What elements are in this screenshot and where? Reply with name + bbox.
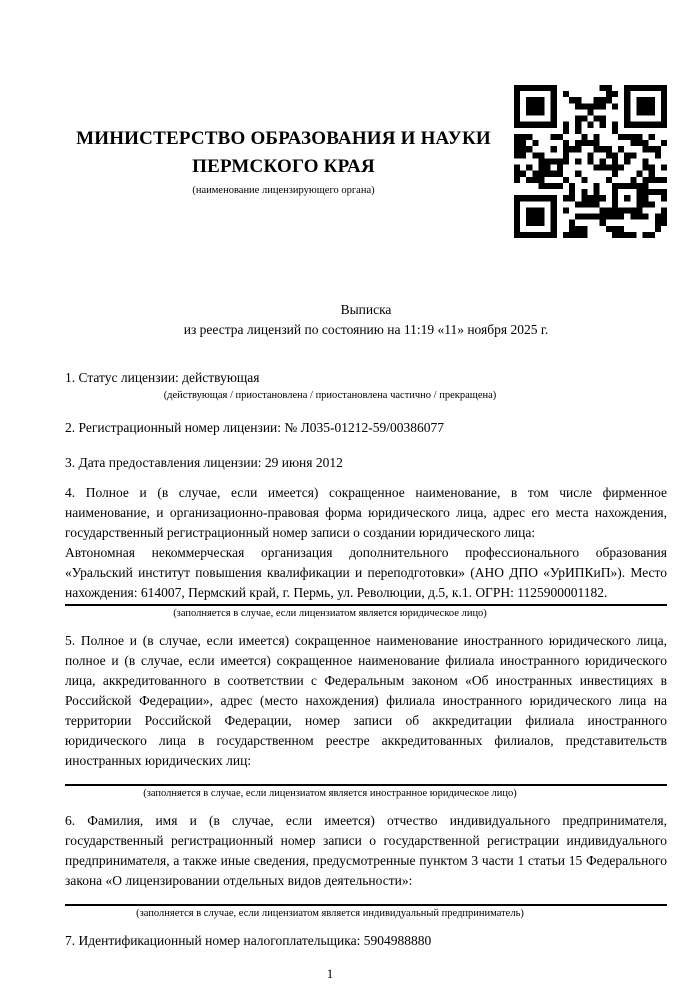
section-5-fill-caption: (заполняется в случае, если лицензиатом является иностранное юридическое лицо) bbox=[143, 788, 517, 799]
section-2-registration-number: 2. Регистрационный номер лицензии: № Л035-01212-59/00386077 bbox=[65, 420, 445, 435]
section-4-fill-caption: (заполняется в случае, если лицензиатом является юридическое лицо) bbox=[173, 608, 487, 619]
section-4-value: Автономная некоммерческая организация дополнительного профессионального образования «Уральский институт повышения квалификации и переподготовки» (АНО ДПО «УрИПКиП»). Место нахождения: 614007, Пермский край, г. Пермь, ул. Революции, д.5, к.1. ОГРН: 1125900001182. bbox=[65, 545, 667, 600]
section-1-options-caption: (действующая / приостановлена / приостановлена частично / прекращена) bbox=[163, 390, 497, 401]
page-number: 1 bbox=[326, 966, 334, 981]
document-title-line2: из реестра лицензий по состоянию на 11:19 «11» ноября 2025 г. bbox=[183, 322, 549, 337]
section-4-legal-entity bbox=[65, 483, 667, 603]
document-title-line1: Выписка bbox=[340, 302, 392, 317]
section-7-taxpayer-number: 7. Идентификационный номер налогоплательщика: 5904988880 bbox=[65, 933, 432, 948]
section-3-license-date: 3. Дата предоставления лицензии: 29 июня 2012 bbox=[65, 455, 343, 470]
licensing-authority-block bbox=[65, 85, 502, 197]
document-title bbox=[65, 300, 667, 340]
section-1-license-status: 1. Статус лицензии: действующая bbox=[65, 370, 260, 385]
ministry-caption: (наименование лицензирующего органа) bbox=[192, 185, 375, 196]
document-header bbox=[65, 85, 667, 238]
section-4-intro: 4. Полное и (в случае, если имеется) сокращенное наименование, в том числе фирменное наименование, и организационно-правовая форма юридического лица, адрес его места нахождения, государственный регистрационный номер записи о создании юридического лица: bbox=[65, 485, 667, 540]
ministry-name-line2: ПЕРМСКОГО КРАЯ bbox=[192, 156, 375, 177]
section-6-individual-entrepreneur: 6. Фамилия, имя и (в случае, если имеется) отчество индивидуального предпринимателя, государственный регистрационный номер записи о государственной регистрации индивидуального предпринимателя, а также иные сведения, предусмотренные пунктом 3 части 1 статьи 15 Федерального закона «О лицензировании отдельных видов деятельности»: bbox=[65, 813, 667, 888]
section-5-foreign-entity: 5. Полное и (в случае, если имеется) сокращенное наименование иностранного юридического лица, полное и (в случае, если имеется) сокращенное наименование филиала иностранного юридического лица, аккредитованного в соответствии с Федеральным законом «Об иностранных инвестициях в Российской Федерации», адрес (место нахождения) филиала иностранного юридического лица на территории Российской Федерации, номер записи об аккредитации филиала иностранного юридического лица в государственном реестре аккредитованных филиалов, представительств иностранных юридических лиц: bbox=[65, 633, 667, 768]
ministry-name bbox=[65, 125, 502, 181]
ministry-name-line1: МИНИСТЕРСТВО ОБРАЗОВАНИЯ И НАУКИ bbox=[76, 128, 491, 149]
qr-code-icon bbox=[514, 85, 667, 238]
section-6-fill-caption: (заполняется в случае, если лицензиатом является индивидуальный предприниматель) bbox=[136, 908, 524, 919]
